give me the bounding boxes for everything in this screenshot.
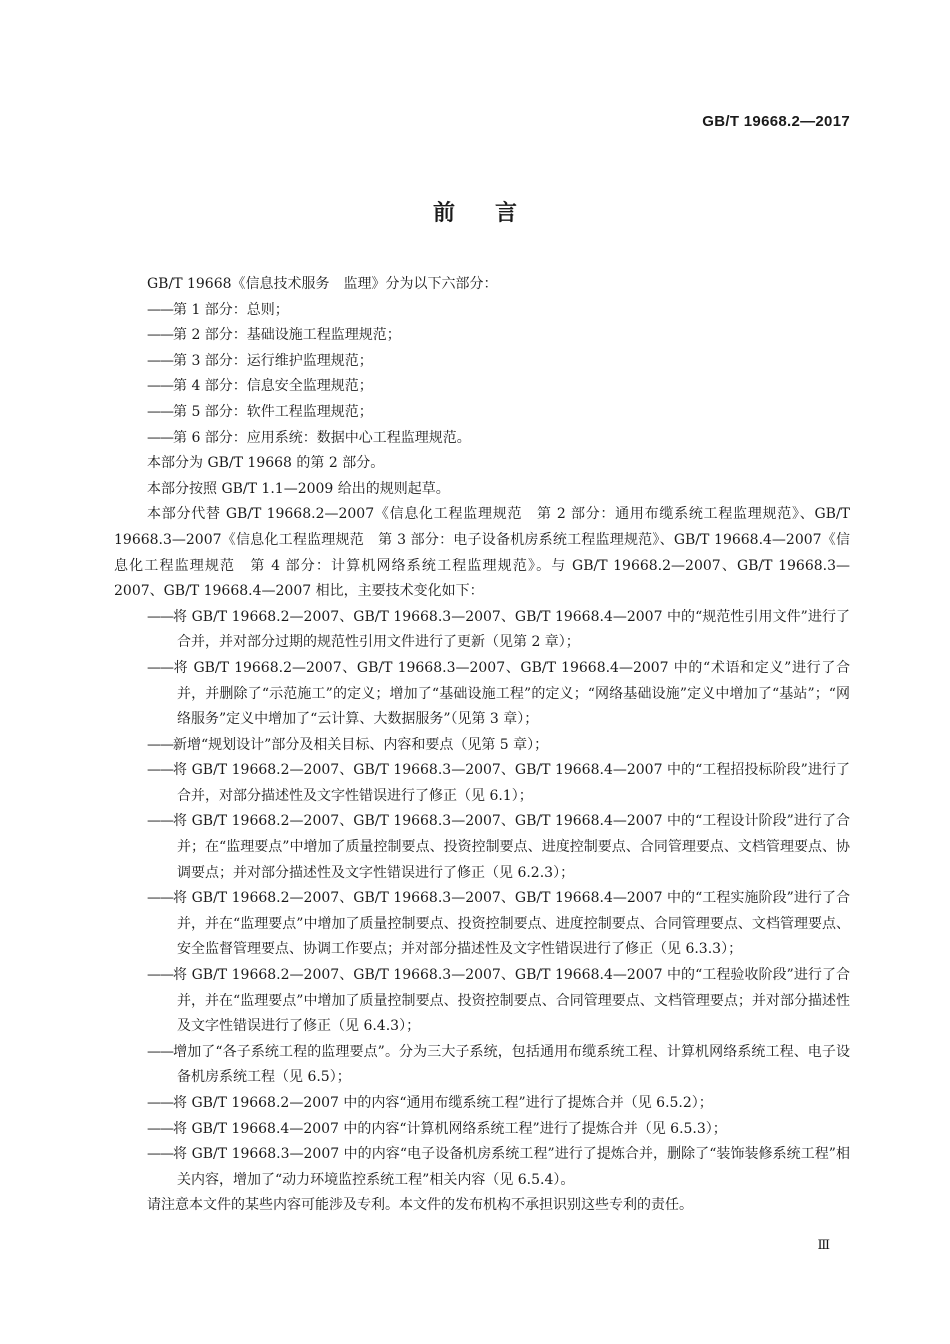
replacement-paragraph: 本部分代替 GB/T 19668.2—2007《信息化工程监理规范 第 2 部分：通用布缆系统工程监理规范》、GB/T 19668.3—2007《信息化工程监理规范 第 3 部分：电子设备机房系统工程监理规范》、GB/T 19668.4—2007《信息化工程监理规范 第 4 部分：计算机网络系统工程监理规范》。与 GB/T 19668.2—2007、GB/T 19668.3—2007、GB/T 19668.4—2007 相比，主要技术变化如下：: [114, 506, 850, 600]
change-item: ——将 GB/T 19668.2—2007、GB/T 19668.3—2007、GB/T 19668.4—2007 中的“工程招投标阶段”进行了合并，对部分描述性及文字性错误进行了修正（见 6.1）；: [147, 762, 850, 804]
change-item: ——将 GB/T 19668.2—2007 中的内容“通用布缆系统工程”进行了提炼合并（见 6.5.2）；: [147, 1095, 713, 1111]
list-item: ——第 4 部分：信息安全监理规范；: [147, 378, 373, 395]
change-item: ——新增“规划设计”部分及相关目标、内容和要点（见第 5 章）；: [147, 736, 549, 753]
page-title: 前言: [432, 201, 557, 226]
list-item: ——第 3 部分：运行维护监理规范；: [147, 352, 373, 369]
change-item: ——将 GB/T 19668.3—2007 中的内容“电子设备机房系统工程”进行了提炼合并，删除了“装饰装修系统工程”相关内容，增加了“动力环境监控系统工程”相关内容（见 6.5.4）。: [147, 1146, 850, 1188]
list-item: ——第 5 部分：软件工程监理规范；: [147, 403, 373, 420]
change-item: ——将 GB/T 19668.2—2007、GB/T 19668.3—2007、GB/T 19668.4—2007 中的“工程实施阶段”进行了合并，并在“监理要点”中增加了质量控制要点、投资控制要点、进度控制要点、合同管理要点、文档管理要点、安全监督管理要点、协调工作要点；并对部分描述性及文字性错误进行了修正（见 6.3.3）；: [147, 890, 850, 958]
change-item: ——将 GB/T 19668.2—2007、GB/T 19668.3—2007、GB/T 19668.4—2007 中的“工程验收阶段”进行了合并，并在“监理要点”中增加了质量控制要点、投资控制要点、合同管理要点、文档管理要点；并对部分描述性及文字性错误进行了修正（见 6.4.3）；: [147, 967, 850, 1035]
list-item: ——第 1 部分：总则；: [147, 301, 289, 318]
change-item: ——将 GB/T 19668.2—2007、GB/T 19668.3—2007、GB/T 19668.4—2007 中的“术语和定义”进行了合并，并删除了“示范施工”的定义；增加了“基础设施工程”的定义；“网络基础设施”定义中增加了“基站”；“网络服务”定义中增加了“云计算、大数据服务”（见第 3 章）；: [147, 659, 850, 728]
intro-paragraph: GB/T 19668《信息技术服务 监理》分为以下六部分：: [147, 276, 498, 292]
document-body: [114, 272, 850, 1219]
patent-notice: 请注意本文件的某些内容可能涉及专利。本文件的发布机构不承担识别这些专利的责任。: [147, 1197, 693, 1214]
part-statement: 本部分为 GB/T 19668 的第 2 部分。: [147, 455, 385, 472]
change-item: ——将 GB/T 19668.4—2007 中的内容“计算机网络系统工程”进行了提炼合并（见 6.5.3）；: [147, 1120, 727, 1137]
change-item: ——增加了“各子系统工程的监理要点”。分为三大子系统，包括通用布缆系统工程、计算机网络系统工程、电子设备机房系统工程（见 6.5）；: [147, 1043, 850, 1086]
list-item: ——第 2 部分：基础设施工程监理规范；: [147, 327, 401, 344]
page-number: Ⅲ: [817, 1238, 830, 1253]
change-item: ——将 GB/T 19668.2—2007、GB/T 19668.3—2007、GB/T 19668.4—2007 中的“规范性引用文件”进行了合并，并对部分过期的规范性引用文件进行了更新（见第 2 章）；: [147, 608, 850, 651]
standard-code: GB/T 19668.2—2017: [702, 113, 850, 130]
drafting-statement: 本部分按照 GB/T 1.1—2009 给出的规则起草。: [147, 480, 450, 497]
list-item: ——第 6 部分：应用系统：数据中心工程监理规范。: [147, 429, 471, 446]
change-item: ——将 GB/T 19668.2—2007、GB/T 19668.3—2007、GB/T 19668.4—2007 中的“工程设计阶段”进行了合并；在“监理要点”中增加了质量控制要点、投资控制要点、进度控制要点、合同管理要点、文档管理要点、协调要点；并对部分描述性及文字性错误进行了修正（见 6.2.3）；: [147, 813, 850, 881]
